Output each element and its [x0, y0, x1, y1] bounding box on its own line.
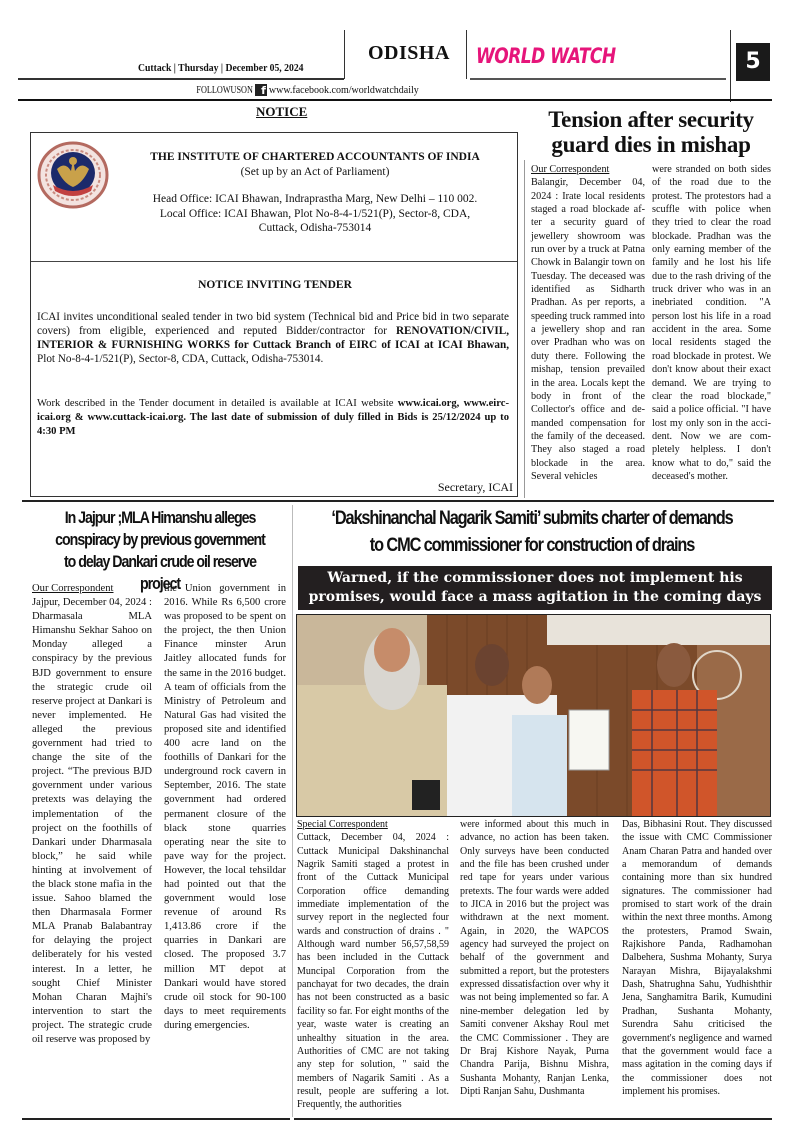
divider — [22, 500, 774, 502]
follow-label: FOLLOWUSON — [196, 84, 253, 96]
follow-us-line — [184, 84, 419, 96]
article-headline: ‘Dakshinanchal Nagarik Samiti’ submits charter of demands to CMC commissioner for construction of drains — [331, 508, 733, 556]
work-intro: Work described in the Tender document in detailed is available at ICAI website — [37, 398, 398, 409]
divider — [294, 1118, 772, 1120]
article-text: Balangir, December 04, 2024 : Irate local residents staged a road blockade after a security guard of jewellery showroom was run over by a truck at Patna Chowk in Balangir town on Tuesday. The deceased was identified as Sidharth Pradhan. As per reports, a speeding truck rammed into a jewellery shop and ran over Pradhan who was on duty there. Following the mishap, tension prevailed in the area. Locals kept the body in front of the Collector's office and demanded compensation for the family of the deceased. They also staged a road blockade in the area. Several vehicles — [531, 177, 646, 482]
notice-heading: NOTICE — [256, 104, 308, 119]
divider — [344, 30, 345, 79]
org-address — [31, 192, 519, 236]
divider — [18, 78, 344, 80]
divider — [22, 1118, 290, 1120]
article-headline: In Jajpur ;MLA Himanshu alleges conspiracy by previous government to delay Dankari crude oil reserve project — [55, 509, 265, 593]
page-number: 5 — [736, 43, 770, 81]
divider — [524, 160, 525, 498]
article-text: Jajpur, December 04, 2024 : Dharmasala MLA Himanshu Sekhar Sahoo on Monday alleged a conspiracy by the previous BJD government to ensure the strategic crude oil reserve project at Dankari is never implemented. He alleged the previous government had tried to change the site of the project. “The previous BJD government under various pretexts was delaying the implementation of the project on the foothills of Dankari under Dharmasala block,” he said while hinting at involvement of the black stone mafia in the issue. Sahoo blamed the then Dharmasala Former MLA Pranab Balabantray for delaying the project deliberately for his vested interest. In a letter, he sought Chief Minister Mohan Charan Majhi's intervention to start the project. The strategic crude oil reserve was proposed by — [32, 597, 152, 1045]
divider — [470, 78, 726, 80]
notice-box — [30, 132, 518, 497]
head-office: Head Office: ICAI Bhawan, Indraprastha Marg, New Delhi – 110 002. — [152, 193, 478, 205]
article-column: were stranded on both sides of the road due to the protest. The protestors had a scuffle with police when they tried to clear the road blockade. Pradhan was the only earning member of the family and he lost his life due to the rash driving of the truck driver who was in an inebriated condition. "A person lost his life in a road accident in the area. Some local residents staged the road blockade in protest. We don't know about their exact demand. We are trying to clear the road blockade," said a police official. "I have lost my only son in the accident. Now we are completely helpless. I don't know what to do," said the deceased's mother. — [652, 164, 771, 482]
delegation-photo-image — [297, 615, 771, 817]
article-column — [32, 582, 152, 1047]
tender-body — [37, 310, 509, 366]
divider — [31, 261, 517, 262]
article-column: the Union government in 2016. While Rs 6,500 crore was proposed to be spent on the project, the then Union Finance minster Arun Jaitley allocated funds for the same in the 2016 budget. A team of officials from the Ministry of Petroleum and Natural Gas had visited the proposed site and identified 400 acre land on the foothills of Dankari for the underground rock cavern in September, 2016. The state government had ordered permanent closure of the black stone quarries operating near the site to pave way for the project. However, the local tehsildar had pointed out that the government would lose revenue of around Rs 1,413.86 crore if the quarries in Dankari are closed. The proposed 3.7 million MT depot at Dankari would have stored crude oil stock for 90-100 days to meet requirements during emergencies. — [164, 583, 286, 1031]
signature: Secretary, ICAI — [437, 480, 513, 494]
article-column — [531, 163, 645, 483]
dateline: Cuttack | Thursday | December 05, 2024 — [138, 62, 304, 74]
local-office-line-1: Local Office: ICAI Bhawan, Plot No-8-4-1/521(P), Sector-8, CDA, — [159, 207, 471, 220]
article-photo — [296, 614, 771, 817]
tender-intro: ICAI invites unconditional sealed tender in two bid system (Technical bid and Price bid in two separate covers) from eligible, experienced and reputed Bidder/contractor for — [37, 311, 509, 337]
facebook-icon: f — [255, 84, 267, 96]
org-name: THE INSTITUTE OF CHARTERED ACCOUNTANTS OF INDIA — [150, 151, 480, 163]
tender-works: RENOVATION/CIVIL, INTERIOR & FURNISHING WORKS for Cuttack Branch of EIRC of ICAI at ICAI Bhawan, — [37, 325, 509, 351]
facebook-link[interactable]: www.facebook.com/worldwatchdaily — [268, 84, 419, 96]
tender-title: NOTICE INVITING TENDER — [198, 279, 352, 291]
article-column: were informed about this much in advance, no action has been taken. Only surveys have been conducted and the file has been crushed under red tape for years under various pretexts. The four wards were added to JICA in 2016 but the project was withdrawn at the next moment. Again, in 2020, the WAPCOS agency had surveyed the project on behalf of the government and submitted a report, but the protesters expressed dissatisfaction over why it was not being implemented so far. A nine-member delegation led by Samiti convener Akshay Roul met the CMC Commissioner . They are Dr Braj Kishore Nayak, Purna Chandra Parija, Bishnu Mishra, Sushanta Mohanty, Ranjan Lenka, Dipti Ranjan Sahu, Dushmanta — [460, 819, 609, 1097]
divider — [292, 505, 293, 1117]
divider — [730, 30, 731, 102]
brand-logo: WORLD WATCH — [476, 44, 616, 69]
article-headline: Tension after security guard dies in mishap — [548, 107, 754, 157]
article-banner: Warned, if the commissioner does not implement his promises, would face a mass agitation in the coming days — [298, 566, 772, 610]
article-column — [297, 818, 449, 1112]
byline: Special Correspondent — [297, 819, 388, 830]
local-office-line-2: Cuttack, Odisha-753014 — [258, 222, 372, 234]
article-text: Cuttack, December 04, 2024 : Cuttack Municipal Dakshinanchal Nagrik Samiti staged a protest in front of the Cuttack Municipal Corporation office demanding immediate implementation of the survey report in the neglected four wards and construction of drains . " Although ward number 56,57,58,59 has been included in the Cuttack Muncipal Corporation from the panchayat for two decades, the drain has not been constructed as a basic facility so far. For eight months of the year, waste water is creating an unhealthy situation in the area. Authorities of CMC are not taking any step for solution, " said the members of Nagarik Samiti . As a result, people are suffering a lot. Frequently, the authorities — [297, 832, 449, 1111]
article-column: Das, Bibhasini Rout. They discussed the issue with CMC Commissioner Anam Charan Patra and handed over a memorandum of demands containing more than six hundred signatures. The commissioner had promised to start work of the drain within the next three months. Among the protesters, Pramod Swain, Rajkishore Panda, Radhamohan Dalbehera, Sushma Mohanty, Surya Narayan Mishra, Bijayalakshmi Dash, Shatrughna Sahu, Yudhishthir Jena, Sanghamitra Barik, Kumudini Pradhan, Sushanta Mohanty, Surendra Sahu criticised the government's negligence and warned that the government would face a mass agitation in the coming days if the commissioner does not implement his promises. — [622, 819, 772, 1097]
tender-address: Plot No-8-4-1/521(P), Sector-8, CDA, Cuttack, Odisha-753014. — [37, 353, 324, 365]
divider — [466, 30, 467, 79]
byline: Our Correspondent — [531, 164, 610, 175]
tender-work-details — [37, 397, 509, 439]
section-title: ODISHA — [368, 42, 450, 64]
divider — [18, 99, 772, 101]
org-subtitle: (Set up by an Act of Parliament) — [240, 166, 390, 178]
work-websites-deadline: www.icai.org, www.eirc-icai.org & www.cuttack-icai.org. The last date of submission of duly filled in Bids is 25/12/2024 up to 4:30 PM — [37, 398, 509, 437]
byline: Our Correspondent — [32, 583, 114, 594]
